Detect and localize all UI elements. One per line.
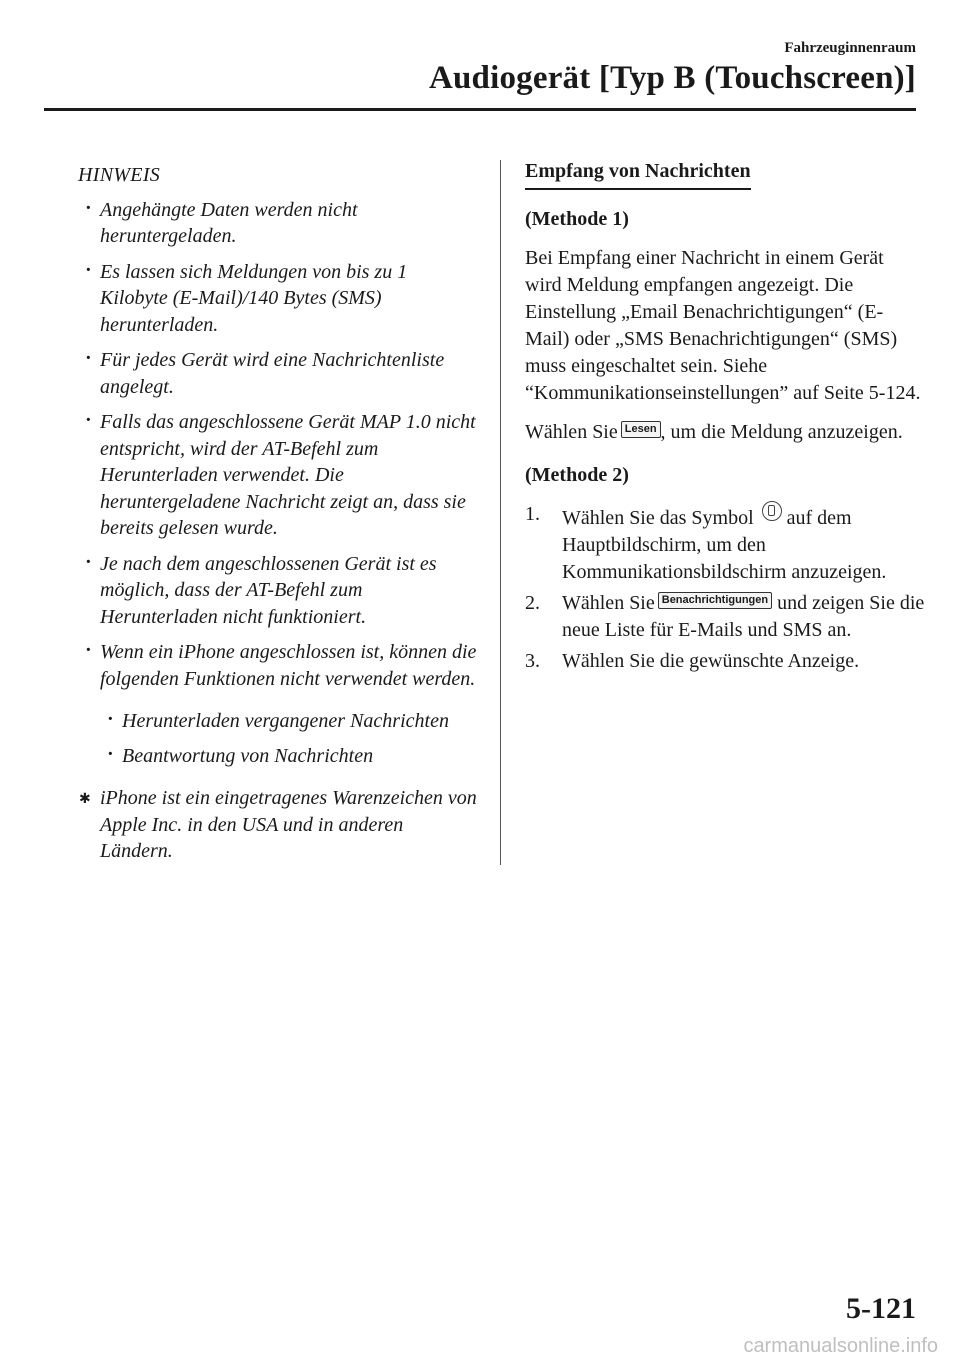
page-number: 5-121 [846, 1292, 916, 1325]
section-label: Fahrzeuginnenraum [784, 40, 916, 56]
note-sub-bullet: · Herunterladen vergangener Nachrichten [100, 708, 478, 735]
step-text: und zeigen Sie die neue Liste für E-Mails und SMS an. [562, 592, 925, 641]
step-text: Wählen Sie das Symbol [562, 507, 754, 529]
note-bullet: · Je nach dem angeschlossenen Gerät ist es möglich, dass der AT-Befehl zum Herunterladen nicht funktioniert. [78, 551, 478, 631]
note-bullet: · Es lassen sich Meldungen von bis zu 1 Kilobyte (E-Mail)/140 Bytes (SMS) herunterladen. [78, 259, 478, 339]
communication-icon[interactable] [762, 501, 782, 521]
step-number: 2. [525, 592, 540, 614]
note-bullet: · Wenn ein iPhone angeschlossen ist, können die folgenden Funktionen nicht verwendet werden. [78, 639, 478, 692]
step-text: auf dem Hauptbildschirm, um den Kommunikationsbildschirm anzuzeigen. [562, 507, 887, 583]
note-sub-list [78, 708, 478, 769]
page-title: Audiogerät [Typ B (Touchscreen)] [428, 60, 916, 96]
method-2-title: (Methode 2) [525, 464, 629, 486]
step-2 [525, 590, 925, 644]
step-number: 3. [525, 650, 540, 672]
trademark-footnote: ✱ iPhone ist ein eingetragenes Warenzeichen von Apple Inc. in den USA und in anderen Ländern. [78, 785, 478, 865]
step-text: Wählen Sie [562, 592, 655, 614]
method-1-title: (Methode 1) [525, 208, 629, 230]
method-1-paragraph: Bei Empfang einer Nachricht in einem Gerät wird Meldung empfangen angezeigt. Die Einstellung „Email Benachrichtigungen“ (E-Mail) oder „SMS Benachrichtigungen“ (SMS) muss eingeschaltet sein. Siehe “Kommunikationseinstellungen” auf Seite 5-124. [525, 247, 921, 404]
step-1 [525, 501, 925, 586]
note-bullet: · Angehängte Daten werden nicht heruntergeladen. [78, 197, 478, 250]
section-title: Empfang von Nachrichten [525, 158, 751, 190]
select-prefix: Wählen Sie [525, 421, 618, 443]
note-bullet: · Für jedes Gerät wird eine Nachrichtenliste angelegt. [78, 347, 478, 400]
method-1-select [525, 419, 925, 446]
note-title: HINWEIS [78, 164, 161, 186]
select-suffix: , um die Meldung anzuzeigen. [660, 421, 903, 443]
step-3 [525, 648, 925, 675]
note-sub-bullet: · Beantwortung von Nachrichten [100, 743, 478, 770]
header-rule [44, 108, 916, 111]
content-column [525, 158, 925, 679]
step-text: Wählen Sie die gewünschte Anzeige. [562, 650, 860, 672]
note-bullet: · Falls das angeschlossene Gerät MAP 1.0 nicht entspricht, wird der AT-Befehl zum Herunterladen verwendet. Die heruntergeladene Nachricht zeigt an, dass sie bereits gelesen wurde. [78, 409, 478, 542]
step-number: 1. [525, 503, 540, 525]
benachrichtigungen-button[interactable]: Benachrichtigungen [658, 592, 772, 609]
watermark: carmanualsonline.info [743, 1335, 938, 1357]
column-divider [500, 160, 501, 865]
lesen-button[interactable]: Lesen [621, 421, 661, 438]
note-column [78, 162, 478, 865]
